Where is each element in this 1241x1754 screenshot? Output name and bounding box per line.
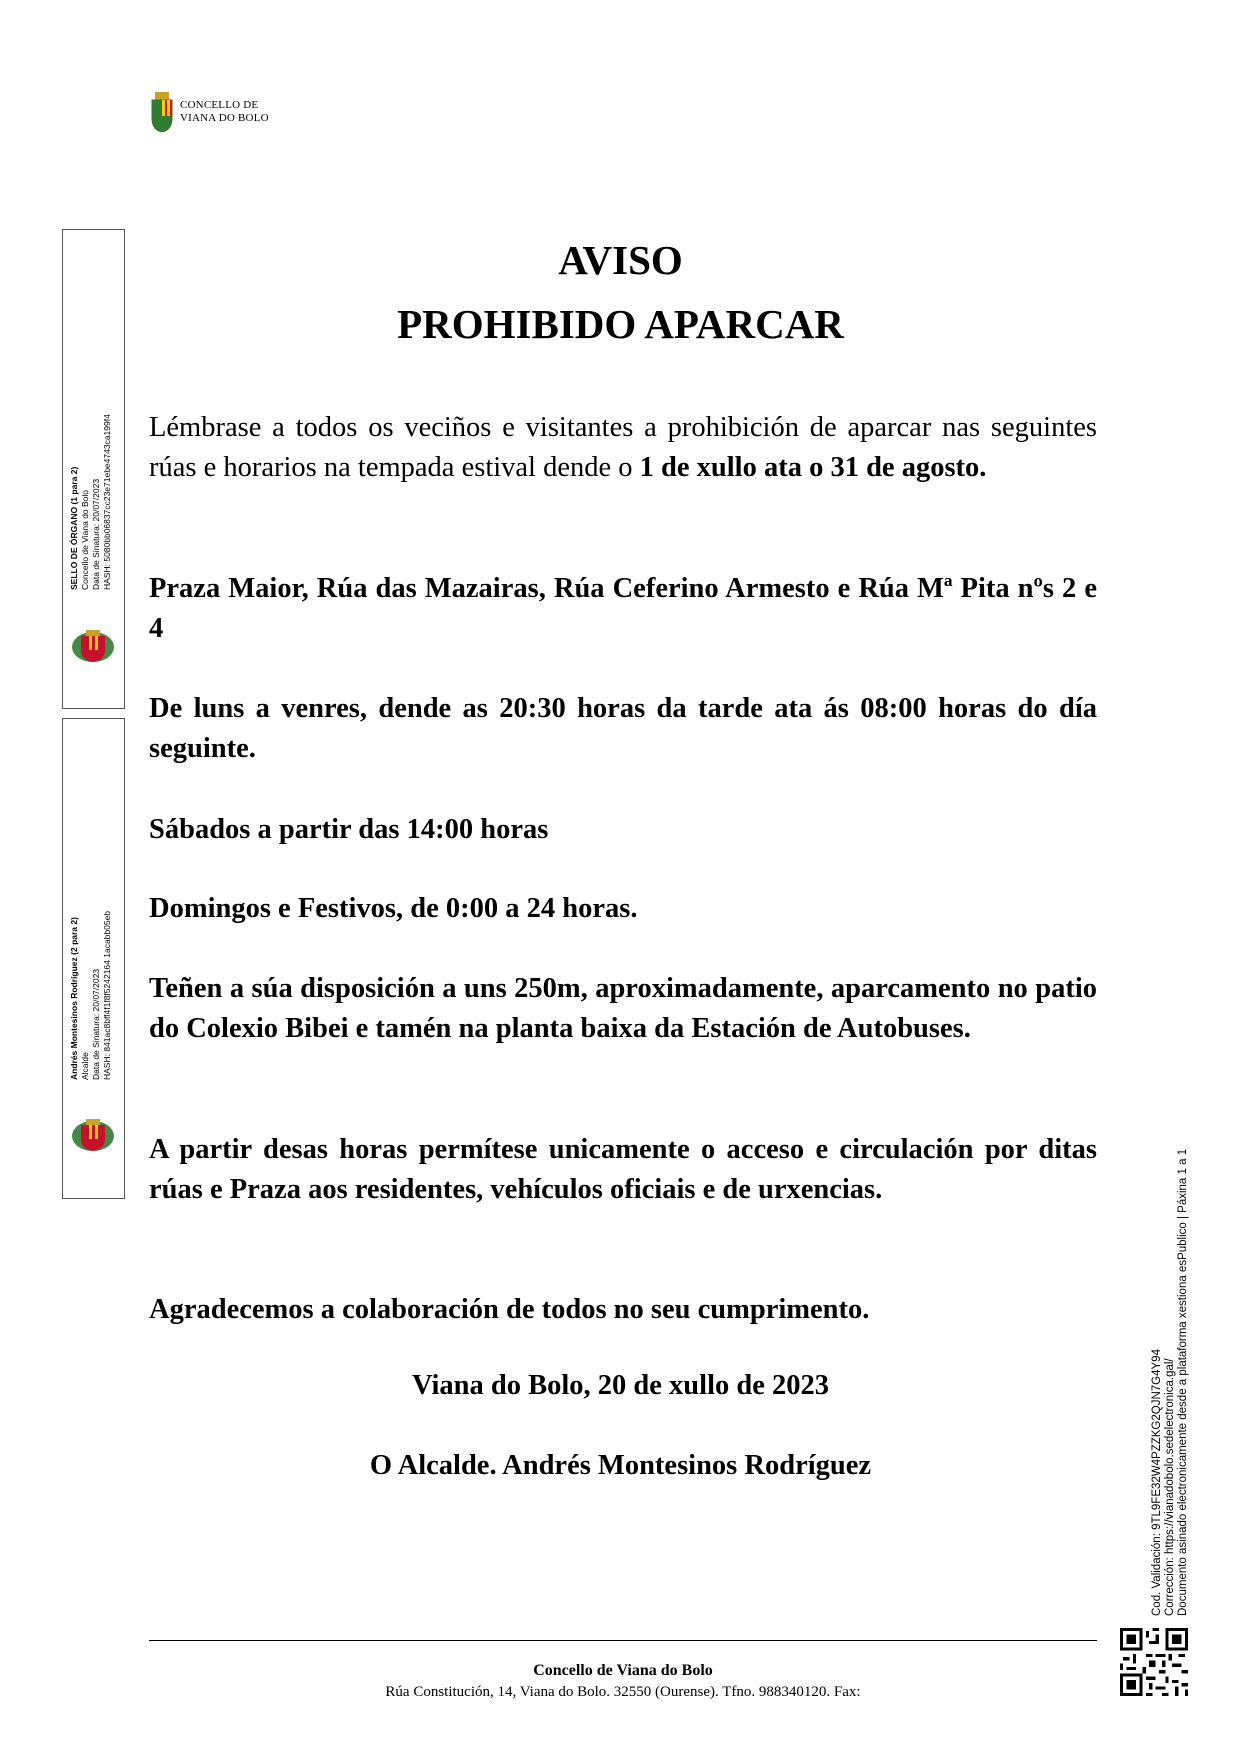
intro-dates: 1 de xullo ata o 31 de agosto. — [639, 452, 987, 483]
stamp-title: Andrés Montesinos Rodríguez (2 para 2) — [69, 917, 79, 1080]
stamp-line-3: HASH: 841ac8bff4f1f8f5242164 1acabb05eb — [102, 910, 112, 1080]
logo-line-2: VIANA DO BOLO — [180, 112, 269, 124]
stamp-title: SELLO DE ÓRGANO (1 para 2) — [69, 466, 79, 590]
verification-text — [1151, 1096, 1190, 1616]
stamp-line-1: Alcalde — [80, 1052, 90, 1080]
notice-subtitle: PROHIBIDO APARCAR — [397, 301, 844, 347]
coat-of-arms-icon — [150, 92, 174, 132]
notice-title: AVISO — [558, 237, 683, 283]
stamp-line-2: Data de Sinatura: 20/07/2023 — [91, 478, 101, 590]
municipal-logo — [150, 92, 269, 132]
footer-org: Concello de Viana do Bolo — [533, 1662, 713, 1679]
stamp-line-3: HASH: 5080bb06837cc23e71ebe4743ca199f4 — [102, 414, 112, 590]
intro-text: Lémbrase a todos os veciños e visitantes a prohibición de aparcar nas seguintes rúas e horarios na tempada estival dende o — [149, 412, 1097, 483]
stamp-text — [69, 230, 113, 590]
stamp-line-1: Concello de Viana do Bolo — [80, 489, 90, 590]
footer-divider — [149, 1640, 1097, 1641]
place-date: Viana do Bolo, 20 de xullo de 2023 — [411, 1370, 829, 1401]
intro-paragraph — [149, 408, 1097, 488]
qr-code-icon — [1120, 1628, 1188, 1696]
saturdays-paragraph: Sábados a partir das 14:00 horas — [149, 814, 549, 845]
verification-url: Corrección: https://vianadobolo.sedelectronica.gal/ — [1164, 1358, 1176, 1616]
verification-code: Cod. Validación: 9TL9FE32W4PZZKG2QJN7G4Y94 — [1151, 1349, 1163, 1616]
signature-stamp-mayor — [62, 718, 125, 1199]
verification-note: Documento asinado electronicamente desde a plataforma xestiona esPublico | Páxina 1 a 1 — [1177, 1148, 1189, 1616]
access-paragraph: A partir desas horas permítese unicamente o acceso e circulación por ditas rúas e Praza aos residentes, vehículos oficiais e de urxencias. — [149, 1134, 1097, 1205]
stamp-line-2: Data de Sinatura: 20/07/2023 — [91, 968, 101, 1080]
streets-paragraph: Praza Maior, Rúa das Mazairas, Rúa Ceferino Armesto e Rúa Mª Pita nºs 2 e 4 — [149, 573, 1097, 644]
parking-paragraph: Teñen a súa disposición a uns 250m, aproximadamente, aparcamento no patio do Colexio Bibei e tamén na planta baixa da Estación de Autobuses. — [149, 973, 1097, 1044]
footer-address: Rúa Constitución, 14, Viana do Bolo. 32550 (Ourense). Tfno. 988340120. Fax: — [385, 1684, 861, 1700]
signature-line: O Alcalde. Andrés Montesinos Rodríguez — [369, 1450, 872, 1481]
coat-of-arms-icon — [71, 1119, 115, 1153]
sundays-paragraph: Domingos e Festivos, de 0:00 a 24 horas. — [149, 893, 638, 924]
stamp-text — [69, 720, 113, 1080]
weekdays-paragraph: De luns a venres, dende as 20:30 horas da tarde ata ás 08:00 horas do día seguinte. — [149, 693, 1097, 764]
coat-of-arms-icon — [71, 630, 115, 664]
thanks-paragraph: Agradecemos a colaboración de todos no seu cumprimento. — [149, 1294, 870, 1325]
logo-line-1: CONCELLO DE — [180, 99, 259, 111]
